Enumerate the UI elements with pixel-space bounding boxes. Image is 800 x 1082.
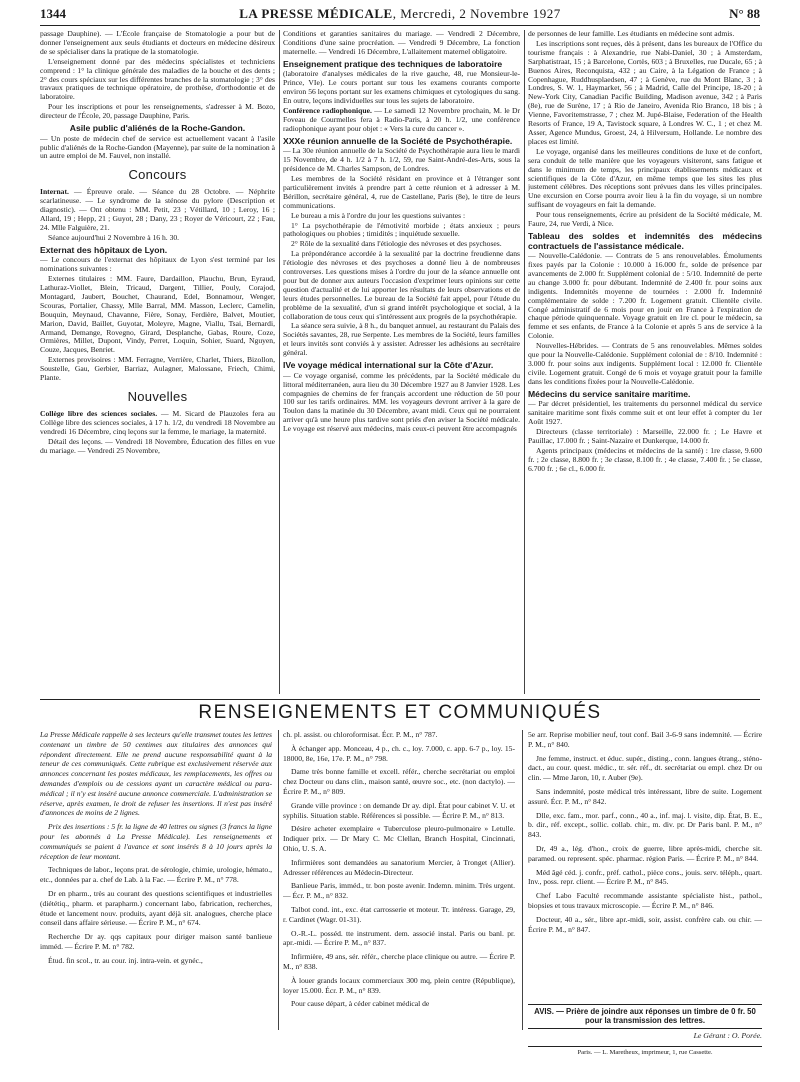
news-column-3 <box>528 30 762 694</box>
asile-text: — Un poste de médecin chef de service est actuellement vacant à l'asile public d'aliénés de la Roche-Gandon (Mayenne), par suite de la nomination à un autre emploi de M. Fauvel, non installé. <box>40 133 275 161</box>
nouvelles-heading: Nouvelles <box>127 389 188 404</box>
stomatology-text-1: passage Dauphine). — L'École française de Stomatologie a pour but de donner l'enseignement aux seuls étudiants et docteurs en médecine désireux de se spécialiser dans la pratique de la stomatologie. <box>40 30 275 56</box>
asile-heading: Asile public d'aliénés de la Roche-Gandon. <box>69 123 246 134</box>
agents-text: Agents principaux (médecins et médecins de la santé) : 1re classe, 9.600 fr. ; 2e classe, 8.800 fr. ; 3e classe, 8.100 fr. ; 4e classe, 7.400 fr. ; 5e classe, 6.700 fr. ; 6e cl., 6.000 fr. <box>528 445 762 473</box>
tableau-text: — Nouvelle-Calédonie. — Contrats de 5 ans renouvelables. Émoluments fixes payés par la Colonie : 10.000 à 16.000 fr., solde de présence par avancements de 2.000 fr. Supplément colonial de : 5/10. Indemnité de perte au change 3.000 fr. pour débutant. Indemnité de 2.400 fr. pour soins aux indigents. Indemnités moyenne de tournées : 2.000 fr. Indemnité complémentaire de solde : 7.200 fr. Logement gratuit. Clientèle civile. Congé administratif de 6 mois pour en jouir en France à l'expiration de chaque période quinquennale. Voyage gratuit en 1re cl. pour le médecin, sa femme et ses enfants, de France à la Colonie et après 5 ans de service à la Colonie. <box>528 251 762 341</box>
conference-text: — Le samedi 12 Novembre prochain, M. le Dr Foveau de Courmelles fera à Radio-Paris, à 20 h. 1/2, une conférence radiophonique ayant pour objet : « Vers la cure du cancer ». <box>283 105 520 133</box>
stomatology-text-2: L'enseignement donné par des médecins spécialistes et techniciens comprend : 1° la clinique générale des maladies de la bouche et des dents ; 2° des cours spéciaux sur les différentes branches de la stomatologie ; 3° des travaux pratiques de technique opératoire, de prothèse, d'orthodontie et de laboratoire. <box>40 56 275 102</box>
classified-ad: Infirmière, 49 ans, sér. référ., cherche place clinique ou autre. — Écrire P. M., n° 838. <box>283 952 515 971</box>
preponderance-text: La prépondérance accordée à la sexualité par la doctrine freudienne dans l'étiologie des névroses et des psychoses a donné lieu à de nombreuses controverses. Les questions mises à l'ordre du jour de la séance annuelle ont pour but de donner aux auteurs l'occasion d'exprimer leurs opinions sur cette question d'actualité et de lui apporter les résultats de leurs observations et de leurs études personnelles. Le bureau de la Société fait appel, pour l'étude du problème de la sexualité, d'un si grand intérêt psychologique et social, à la collaboration de tous ceux qui s'intéressent aux progrès de la psychothérapie. <box>283 249 520 321</box>
college-text: — M. Sicard de Plauzoles fera au Collège libre des sciences sociales, à 17 h. 1/2, du vendredi 18 Novembre au vendredi 16 Décembre, cinq leçons sur la femme, le mariage, la maternité. <box>40 408 275 436</box>
college-continued: Conditions et garanties sanitaires du mariage. — Vendredi 2 Décembre, Conditions d'une saine procréation. — Vendredi 9 Décembre, La fonction maternelle. — Vendredi 16 Décembre, L'allaitement maternel obligatoire. <box>283 30 520 56</box>
news-column-1 <box>40 30 275 694</box>
question-2: 2° Rôle de la sexualité dans l'étiologie des névroses et des psychoses. <box>291 239 502 249</box>
issue-number: N° 88 <box>729 6 760 21</box>
column-rule <box>278 730 279 1030</box>
column-rule <box>522 730 523 1030</box>
classified-ad: Désire acheter exemplaire « Tuberculose pleuro-pulmonaire » Letulle. Indiquer prix. — Dr Mary C. Mc Clellan, Branch Hospital, Cincinnati, Ohio, U. S. A. <box>283 824 515 853</box>
classifieds-column-1 <box>40 730 272 1030</box>
tableau-heading: Tableau des soldes et indemnités des médecins contractuels de l'assistance médicale. <box>528 230 762 251</box>
classifieds-column-3 <box>528 730 762 1030</box>
enseignement-text: (laboratoire d'analyses médicales de la rive gauche, 48, rue Monsieur-le-Prince, VIe). Le cours portant sur tous les examens courants comporte environ 56 leçons portant sur les examens chimiques et cytologiques du sang. En outre, leçons individuelles sur tous les sujets de laboratoire. <box>283 69 520 106</box>
maritime-heading: Médecins du service sanitaire maritime. <box>528 388 691 399</box>
internat-heading: Internat. <box>40 187 69 197</box>
bureau-text: Le bureau a mis à l'ordre du jour les questions suivantes : <box>291 210 466 220</box>
section-title: RENSEIGNEMENTS ET COMMUNIQUÉS <box>40 699 760 723</box>
classified-ad: Docteur, 40 a., sér., libre apr.-midi, soir, assist. confrère cab. ou chir. — Écrire P. M., n° 847. <box>528 914 762 934</box>
classified-ad: O.-R.-L. posséd. tte instrument. dem. associé instal. Paris ou banl. pr. apr.-midi. — Écrire P. M., n° 837. <box>283 928 515 948</box>
classified-ad: Infirmières sont demandées au sanatorium Mercier, à Tronget (Allier). Adresser références au Médecin-Directeur. <box>283 857 515 877</box>
voyage-text: — Ce voyage organisé, comme les précédents, par la Société médicale du littoral méditerranéen, aura lieu du 30 Décembre 1927 au 8 Janvier 1928. Les compagnies de chemins de fer français accordent une réduction de 50 pour 100 sur les tarifs ordinaires. MM. les voyageurs devront arriver à la gare de Toulon dans la matinée du 30 Décembre, avant midi. Ceux qui ne pourraient arriver qu'à une heure plus tardive sont priés d'en aviser la Société médicale. Le voyage est réservé aux médecins, mais ceux-ci peuvent être accompagnés <box>283 370 520 434</box>
classified-ad: Recherche Dr ay. qqs capitaux pour diriger maison santé banlieue imméd. — Écrire P. M. n° 782. <box>40 932 272 951</box>
classified-ad: Étud. fin scol., tr. au cour. inj. intra-vein. et gynéc., <box>48 955 203 965</box>
gerant-signature: Le Gérant : O. Porée. <box>693 1031 762 1040</box>
stomatology-text-3: Pour les inscriptions et pour les renseignements, s'adresser à M. Bozo, directeur de l'École, 20, passage Dauphine, Paris. <box>40 102 275 121</box>
voyage-organise-text: Le voyage, organisé dans les meilleures conditions de luxe et de confort, sera conduit de telle manière que les voyageurs visiteront, sans fatigue et dans le minimum de temps, les principaux établissements médicaux et scientifiques de la Côte d'Azur, en même temps que les sites les plus justement célèbres. Des réceptions sont prévues dans les villes principales. Une excursion en Corse pourra avoir lieu à la fin du voyage, si un nombre suffisant de voyageurs en fait la demande. <box>528 146 762 210</box>
voyage-continued: de personnes de leur famille. Les étudiants en médecine sont admis. <box>528 30 735 38</box>
detail-lecons: Détail des leçons. — Vendredi 18 Novembre, Éducation des filles en vue du mariage. — Vendredi 25 Novembre, <box>40 436 275 455</box>
classified-ad: À louer grands locaux commerciaux 300 mq, plein centre (République), loyer 15.000. Écr. P. M., n° 839. <box>283 975 515 995</box>
college-heading: Collège libre des sciences sociales. <box>40 408 158 418</box>
avis-notice: AVIS. — Prière de joindre aux réponses un timbre de 0 fr. 50 pour la transmission des lettres. <box>528 1004 762 1029</box>
externat-heading: Externat des hôpitaux de Lyon. <box>40 244 168 255</box>
directeurs-text: Directeurs (classe territoriale) : Marseille, 22.000 fr. ; Le Havre et Pauillac, 17.000 fr. ; Saint-Nazaire et Dunkerque, 14.000 fr. <box>528 427 762 445</box>
classified-ad: Pour cause départ, à céder cabinet médical de <box>291 999 430 1009</box>
concours-heading: Concours <box>128 167 187 183</box>
classifieds-column-2 <box>283 730 515 1030</box>
classified-ad: Dlle, exc. fam., mor. parf., conn., 40 a., inf. maj. l. visite, dip. État, B. E., b. dir., réf. except., sollic. collab. chir., m. div. pr. Dr Paris banl. P. M., n° 843. <box>528 810 762 840</box>
classifieds-section <box>40 730 762 1030</box>
classifieds-intro: La Presse Médicale rappelle à ses lecteurs qu'elle transmet toutes les lettres contenant un timbre de 50 centimes aux titulaires des annonces qui répondent directement. Elle ne prend aucune responsabilité quant à la teneur de ces communiqués. Cette rubrique est exclusivement réservée aux annonces concernant les postes médicaux, les remplacements, les offres ou demandes d'emplois ou de cessions ayant un caractère médical ou para-médical ; il n'y est inséré aucune annonce commerciale. L'administration se réserve, après examen, le droit de refuser les insertions. Il n'est pas inséré d'annonces de moins de 2 lignes. <box>40 730 272 818</box>
conference-block <box>283 107 520 134</box>
classified-ad: Sans indemnité, poste médical très intéressant, libre de suite. Logement assuré. Écr. P. M., n° 842. <box>528 786 762 806</box>
classified-ad: Banlieue Paris, imméd., tr. bon poste avenir. Indemn. minim. Très urgent. — Écr. P. M., n° 832. <box>283 881 515 901</box>
classified-ad: Dame très bonne famille et excell. référ., cherche secrétariat ou emploi chez Docteur ou dans clin., maison santé, œuvre soc., etc. (non dactylo). — Écrire P. M., n° 809. <box>283 767 515 796</box>
inscriptions-text: Les inscriptions sont reçues, dès à présent, dans les bureaux de l'Office du tourisme français : à Alexandrie, rue Nabi-Daniel, 30 ; à Amsterdam, Sarphatistraat, 15 ; à Barcelone, Cortès, 603 ; à Bruxelles, rue Ducale, 65 ; à Buenos Aires, Reconquista, 432 ; au Caire, à la Légation de France ; à Copenhague, Ruddhusplaedsen, 47 ; à Genève, rue du Mont Blanc, 3 ; à Londres, S. W. 1, Haymarket, 56 ; à Madrid, Calle del Principe, 18-20 ; à New-York City, Canadian Pacific Building, Madison avenue, 342 ; à Paris (8e), rue de Surène, 17 ; à Rio de Janeiro, Avenida Rio Branco, 18 bis ; à Vienne, Favoritemstrasse, 7 ; chez M. Jupé-Blaise, Federation of the Health Resorts of France, 19 A, Tavistock square, à Londres W. C., 1 ; et chez M. Asser, Agence Mundus, Groest, 24, à Hilversum, Hollande. Le nombre des places est limité. <box>528 38 762 146</box>
classified-ad: Méd âgé céd. j. confr., préf. cathol., pièce cons., jouis. serv. téléph., quart. Inv., poss. repr. client. — Écrire P. M., n° 845. <box>528 867 762 887</box>
page-header <box>40 4 760 26</box>
journal-title-line <box>40 6 760 22</box>
internat-block <box>40 188 275 233</box>
classified-ad: ch. pl. assist. ou chloroformisat. Écr. P. M., n° 787. <box>283 730 438 739</box>
college-block <box>40 410 275 437</box>
printer-imprint: Paris. — L. Maretheux, imprimeur, 1, rue Cassette. <box>528 1046 762 1056</box>
classified-ad: Jne femme, instruct. et éduc. supér., disting., conn. langues étrang., sténo-dact., au cour. quest. médic., tr. sér. réf., dt. secrétariat ou empl. chez Dr ou clin. — Mme Jaron, 10, r. Auber (9e). <box>528 753 762 783</box>
hebrides-text: Nouvelles-Hébrides. — Contrats de 5 ans renouvelables. Mêmes soldes que pour la Nouvelle-Calédonie. Supplément colonial de : 8/10. Indemnité : 3.000 fr. pour soins aux indigents. Supplément local : 12.000 fr. Clientèle civile. Logement gratuit. Congé de 6 mois et voyage gratuit pour la famille dans les conditions fixées pour la Nouvelle-Calédonie. <box>528 341 762 386</box>
banquet-text: La séance sera suivie, à 8 h., du banquet annuel, au restaurant du Palais des Sociétés savantes, 28, rue Serpente. Les membres de la Société, leurs familles et leurs invités sont conviés à y assister. Adresser les adhésions au secrétaire général. <box>283 321 520 358</box>
seance-text: Séance aujourd'hui 2 Novembre à 16 h. 30. <box>48 232 180 242</box>
maritime-text: — Par décret présidentiel, les traitements du personnel médical du service sanitaire maritime sont fixés comme suit et ont leur effet à compter du 1er Août 1927. <box>528 399 762 427</box>
column-rule <box>524 30 525 694</box>
classified-ad: Chef Labo Faculté recommande assistante spécialiste hist., pathol., biopsies et tous travaux microscopie. — Écrire P. M., n° 846. <box>528 891 762 910</box>
classified-ad: Talbot cond. int., exc. état carrosserie et moteur. Tr. intéress. Garage, 29, r. Cardinet (Wagr. 01-31). <box>283 904 515 924</box>
news-column-2 <box>283 30 520 694</box>
classified-ad: À échanger app. Monceau, 4 p., ch. c., loy. 7.000, c. app. 6-7 p., loy. 15-18000, 8e, 16e, 17e. P. M., n° 798. <box>283 743 515 763</box>
classified-ad: Dr en pharm., très au courant des questions scientifiques et industrielles (diététiq., pharm. et parapharm.) concernant labo, fabrication, recherches, étude et lancement nouv. produits, ayant déjà sit. analogues, cherche place conseil dans affaire sérieuse. — Écrire P. M., n° 674. <box>40 888 272 928</box>
conference-heading: Conférence radiophonique. <box>283 105 372 115</box>
classified-ad: Dr, 49 a., lég. d'hon., croix de guerre, libre après-midi, cherche sit. paramed. ou represent. spéc. pharmac. région Paris. — Écrire P. M., n° 844. <box>528 843 762 863</box>
classifieds-prix: Prix des insertions : 5 fr. la ligne de 40 lettres ou signes (3 francs la ligne pour les abonnés à La Presse Médicale). Les renseignements et communiqués se paient à l'avance et sont insérés 8 à 10 jours après la réception de leur montant. <box>40 822 272 861</box>
question-1: 1° La psychothérapie de l'émotivité morbide ; états anxieux ; peurs pathologiques ou phobies ; timidités ; inquiétude sexuelle. <box>283 220 520 239</box>
renseignements-text: Pour tous renseignements, écrire au président de la Société médicale, M. Faure, 24, rue Verdi, à Nice. <box>528 210 762 229</box>
classified-ad: 5e arr. Reprise mobilier neuf, tout conf. Bail 3-6-9 sans indemnité. — Écrire P. M., n° 840. <box>528 730 762 749</box>
internat-text: — Épreuve orale. — Séance du 28 Octobre. — Néphrite scarlatineuse. — Le syndrome de la sténose du pylore (Description et diagnostic). — Ont obtenu : MM. Petit, 23 ; Vétillard, 10 ; Leroy, 16 ; Allard, 19 ; Hepp, 21 ; Guyot, 28 ; Dany, 23 ; Royer de Véricourt, 22 ; Fau, 24. Mlle Falguière, 21. <box>40 187 275 232</box>
column-rule <box>279 30 280 694</box>
classified-ad: Techniques de labor., leçons prat. de sérologie, chimie, urologie, hémato., etc., données par a. chef de Lab. à la Fac. — Écrire P. M., n° 778. <box>40 865 272 885</box>
psychotherapie-heading: XXXe réunion annuelle de la Société de Psychothérapie. <box>283 135 513 146</box>
news-section <box>40 30 762 694</box>
psychotherapie-text: — La 30e réunion annuelle de la Société de Psychothérapie aura lieu le mardi 15 Novembre, de 4 h. 1/2 à 7 h. 1/2, 59, rue Saint-André-des-Arts, sous la présidence de M. Charles Sampson, de Londres. <box>283 146 520 174</box>
issue-date: , Mercredi, 2 Novembre 1927 <box>392 6 561 21</box>
page-number: 1344 <box>40 6 66 21</box>
classified-ad: Grande ville province : on demande Dr ay. dipl. État pour cabinet V. U. et syphilis. Situation stable. Références si possible. — Écrire P. M., n° 813. <box>283 800 515 820</box>
externes-titulaires: Externes titulaires : MM. Faure, Dardaillon, Plauchu, Brun, Eyraud, Lathuraz-Viollet, Blein, Tricaud, Dargent, Tillier, Pouly, Corajod, Montagard, Jaubert, Bouchet, Chaurand, Edel, Bonnamour, Wenger, Scouras, Portalier, Chassy, Mlle Barral, MM. Masson, Leclerc, Camelin, Bouquin, Meynaud, Chavanne, Fière, Sonay, Ferdière, Balvet, Moutier, Marion, David, Baillet, Guyotat, Moleyre, Magne, Viallu, Tsai, Bernardi, Armand, Demange, Rovegno, Girard, Desplanche, Gabas, Roure, Coze, Ormières, Millet, Dupont, Vindy, Perret, Loquin, Sohier, Suard, Nguyen, Couze, Jacques, Benriet. <box>40 274 275 355</box>
journal-title: LA PRESSE MÉDICALE <box>239 6 393 21</box>
membres-text: Les membres de la Société résidant en province et à l'étranger sont particulièrement invités à prendre part à cette réunion et à adresser à M. Bérillon, secrétaire général, 4, rue de Castellane, Paris (8e), le titre de leurs communications. <box>283 173 520 210</box>
voyage-heading: IVe voyage médical international sur la Côte d'Azur. <box>283 360 494 371</box>
externat-text: — Le concours de l'externat des hôpitaux de Lyon s'est terminé par les nominations suivantes : <box>40 255 275 274</box>
externes-provisoires: Externes provisoires : MM. Ferragne, Verrière, Charlet, Thiers, Bizollon, Soustelle, Gau, Gerbier, Barriaz, Aulagner, Malossane, Friech, Chimi, Plante. <box>40 355 275 383</box>
enseignement-heading: Enseignement pratique des techniques de laboratoire <box>283 58 503 69</box>
